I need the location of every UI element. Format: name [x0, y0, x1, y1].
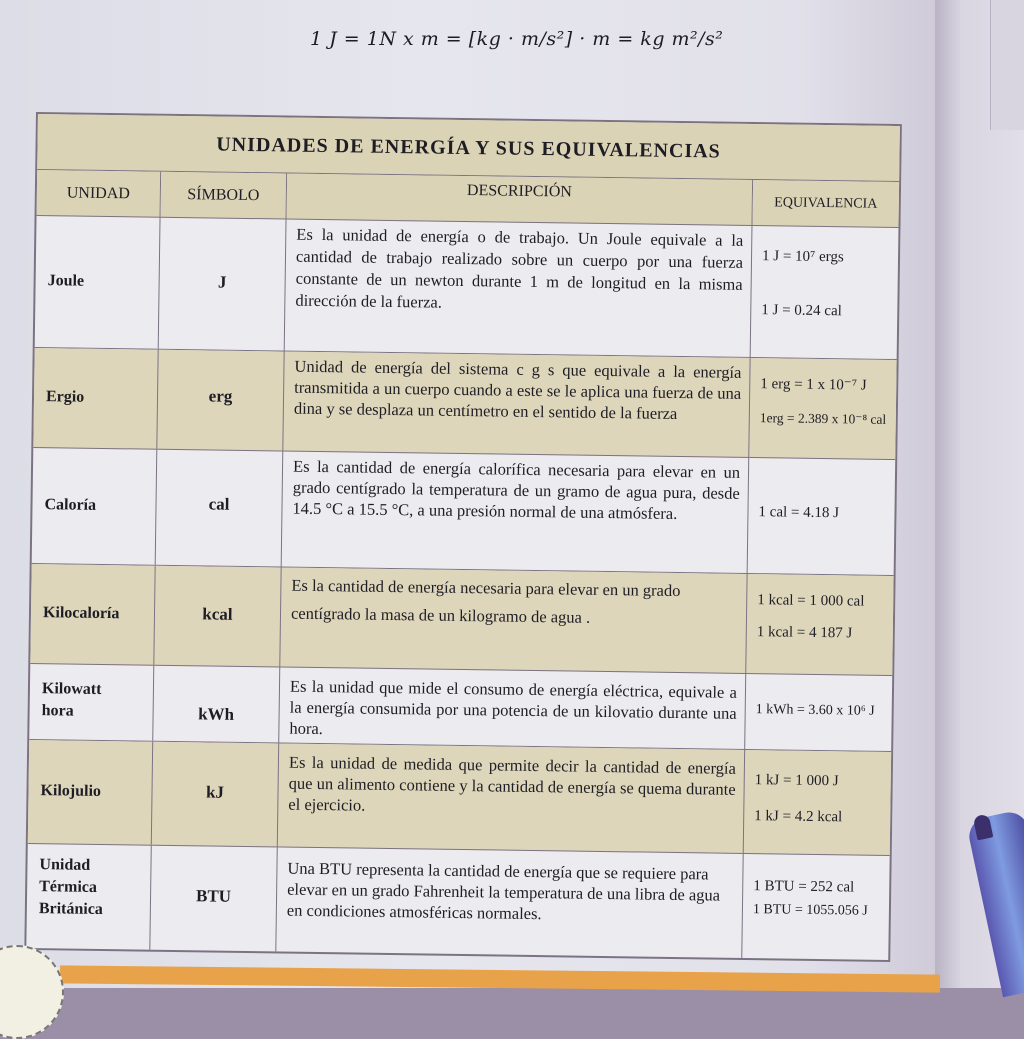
equivalence: 1 kWh = 3.60 x 10⁶ J	[755, 702, 875, 719]
table-row-ergio	[33, 348, 896, 460]
table-row-joule	[35, 216, 899, 360]
unit-description: Es la unidad de energía o de trabajo. Un Joule equivale a la cantidad de trabajo realizado sobre un cuerpo por una fuerza constante de un newton durante 1 m de longitud en la misma dirección de la fuerza.	[295, 224, 744, 312]
unit-symbol: kJ	[205, 782, 225, 802]
unit-name: Kilojulio	[40, 782, 102, 800]
unit-description: Una BTU representa la cantidad de energía que se requiere para elevar en un grado Fahrenheit la temperatura de una libra de agua en condiciones atmosféricas normales.	[286, 858, 721, 924]
table-title: UNIDADES DE ENERGÍA Y SUS EQUIVALENCIAS	[37, 114, 900, 182]
equivalence: 1 kcal = 4 187 J	[756, 624, 853, 642]
unit-symbol: kWh	[198, 704, 235, 724]
equivalence: 1 BTU = 1055.056 J	[752, 902, 868, 919]
equivalence: 1 erg = 1 x 10⁻⁷ J	[760, 376, 867, 394]
unit-description: Es la cantidad de energía calorífica necesaria para elevar en un grado centígrado la temperatura de un gramo de agua pura, desde 14.5 °C a 15.5 °C, a una presión normal de una atmósfera.	[292, 456, 741, 523]
unit-description: Es la unidad de medida que permite decir la cantidad de energía que un alimento contiene y la cantidad de energía se quema durante el ejercicio.	[288, 752, 737, 815]
unit-symbol: erg	[208, 386, 233, 406]
equivalence: 1 kcal = 1 000 cal	[757, 592, 865, 610]
header-equivalencia: EQUIVALENCIA	[752, 180, 899, 228]
energy-units-table	[24, 112, 902, 962]
equivalence: 1erg = 2.389 x 10⁻⁸ cal	[759, 410, 887, 427]
table-row-caloria	[32, 448, 896, 576]
joule-formula: 1 J = 1N x m = [kg · m/s²] · m = kg m²/s²	[310, 28, 724, 50]
page-tab	[990, 0, 1024, 130]
unit-symbol: J	[217, 272, 227, 292]
header-unidad: UNIDAD	[37, 170, 162, 218]
equivalence: 1 kJ = 1 000 J	[754, 772, 839, 790]
unit-name: Caloría	[44, 496, 97, 514]
equivalence: 1 cal = 4.18 J	[758, 504, 840, 522]
unit-name: Unidad Térmica Británica	[38, 856, 103, 919]
unit-symbol: BTU	[195, 886, 232, 906]
unit-symbol: cal	[208, 494, 230, 514]
unit-description: Es la unidad que mide el consumo de energía eléctrica, equivale a la energía consumida por una potencia de un kilovatio durante una hora.	[289, 676, 738, 739]
table-row-kilocaloria	[30, 564, 893, 676]
equivalence: 1 BTU = 252 cal	[753, 878, 855, 896]
unit-description: Unidad de energía del sistema c g s que equivale a la energía transmitida a un cuerpo cuando a este se le aplica una fuerza de una dina y se desplaza un centímetro en el sentido de la fuerza	[293, 356, 742, 423]
equivalence: 1 J = 10⁷ ergs	[761, 248, 844, 266]
table-row-btu	[26, 844, 889, 960]
unit-name: Kilowatt hora	[41, 680, 102, 720]
unit-symbol: kcal	[202, 604, 233, 624]
header-descripcion: DESCRIPCIÓN	[287, 174, 754, 227]
table-row-kilojulio	[28, 740, 891, 856]
unit-name: Kilocaloría	[42, 604, 120, 623]
header-simbolo: SÍMBOLO	[161, 172, 288, 220]
unit-name: Ergio	[45, 388, 85, 406]
equivalence: 1 J = 0.24 cal	[761, 302, 842, 320]
unit-description: Es la cantidad de energía necesaria para elevar en un grado centígrado la masa de un kilogramo de agua .	[290, 575, 681, 627]
unit-name: Joule	[47, 272, 85, 290]
table-row-kilowatt-hora	[29, 664, 892, 752]
equivalence: 1 kJ = 4.2 kcal	[754, 808, 843, 826]
